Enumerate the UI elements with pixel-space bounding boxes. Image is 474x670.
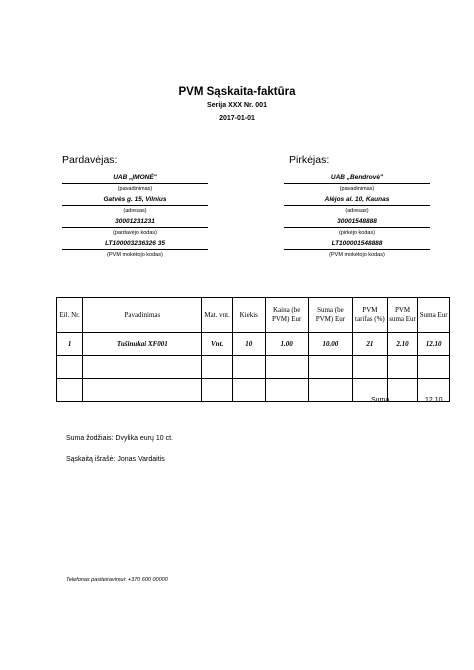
buyer-vat: LT100001548888 (284, 238, 430, 250)
cell-subtotal (308, 379, 352, 402)
seller-code: 30001231231 (62, 216, 208, 228)
buyer-address: Alėjos al. 10, Kaunas (284, 194, 430, 206)
cell-subtotal: 10.00 (308, 333, 352, 356)
col-header-name: Pavadinimas (83, 298, 202, 333)
total-label: Suma (371, 397, 390, 404)
table-row (57, 333, 450, 356)
cell-vat-rate: 21 (353, 333, 388, 356)
total-value: 12.10 (425, 397, 443, 404)
cell-unit (202, 356, 233, 379)
cell-vat-amount (387, 356, 418, 379)
cell-qty (232, 356, 265, 379)
buyer-code: 30001548888 (284, 216, 430, 228)
cell-unit: Vnt. (202, 333, 233, 356)
col-header-vat-amount: PVM suma Eur (387, 298, 418, 333)
invoice-title: PVM Sąskaita-faktūra (178, 86, 296, 98)
invoice-series: Serija XXX Nr. 001 (207, 102, 267, 109)
buyer-heading: Pirkėjas: (289, 154, 330, 166)
cell-name (83, 379, 202, 402)
table-header-row (57, 298, 450, 333)
buyer-block (284, 172, 430, 260)
cell-nr (57, 356, 83, 379)
table-row (57, 379, 450, 402)
issued-by: Sąskaitą išrašė: Jonas Vardaitis (66, 456, 165, 463)
cell-vat-amount: 2.10 (387, 333, 418, 356)
col-header-total: Suma Eur (418, 298, 450, 333)
col-header-nr: Eil. Nr. (57, 298, 83, 333)
cell-total (418, 356, 450, 379)
cell-nr: 1 (57, 333, 83, 356)
invoice-date: 2017-01-01 (219, 115, 255, 122)
col-header-price: Kaina (be PVM) Eur (265, 298, 308, 333)
items-table (56, 297, 450, 402)
cell-price (265, 356, 308, 379)
table-row (57, 356, 450, 379)
buyer-vat-caption: (PVM mokėtojo kodas) (329, 252, 385, 258)
seller-name: UAB „ĮMONĖ" (62, 172, 208, 184)
cell-name (83, 356, 202, 379)
cell-nr (57, 379, 83, 402)
cell-price (265, 379, 308, 402)
seller-name-caption: (pavadinimas) (117, 186, 153, 192)
cell-name: Tušinukai XF001 (83, 333, 202, 356)
buyer-name: UAB „Bendrovė" (284, 172, 430, 184)
seller-vat-caption: (PVM mokėtojo kodas) (107, 252, 163, 258)
buyer-address-caption: (adresas) (345, 208, 369, 214)
seller-block (62, 172, 208, 260)
col-header-subtotal: Suma (be PVM) Eur (308, 298, 352, 333)
amount-in-words: Suma žodžiais: Dvylika eurų 10 ct. (66, 435, 173, 442)
col-header-vat-rate: PVM tarifas (%) (353, 298, 388, 333)
cell-qty (232, 379, 265, 402)
cell-unit (202, 379, 233, 402)
seller-heading: Pardavėjas: (62, 154, 118, 166)
seller-code-caption: (pardavėjo kodas) (112, 230, 158, 236)
seller-address-caption: (adresas) (123, 208, 147, 214)
cell-vat-amount (387, 379, 418, 402)
footer-phone: Telefonas pasiteiravimui: +370 600 00000 (66, 577, 168, 583)
cell-price: 1.00 (265, 333, 308, 356)
buyer-name-caption: (pavadinimas) (339, 186, 375, 192)
col-header-unit: Mat. vnt. (202, 298, 233, 333)
col-header-qty: Kiekis (232, 298, 265, 333)
seller-address: Gatvės g. 15, Vilnius (62, 194, 208, 206)
cell-qty: 10 (232, 333, 265, 356)
seller-vat: LT100003236326 35 (62, 238, 208, 250)
cell-vat-rate (353, 356, 388, 379)
buyer-code-caption: (pirkėjo kodas) (338, 230, 376, 236)
cell-total: 12.10 (418, 333, 450, 356)
cell-subtotal (308, 356, 352, 379)
